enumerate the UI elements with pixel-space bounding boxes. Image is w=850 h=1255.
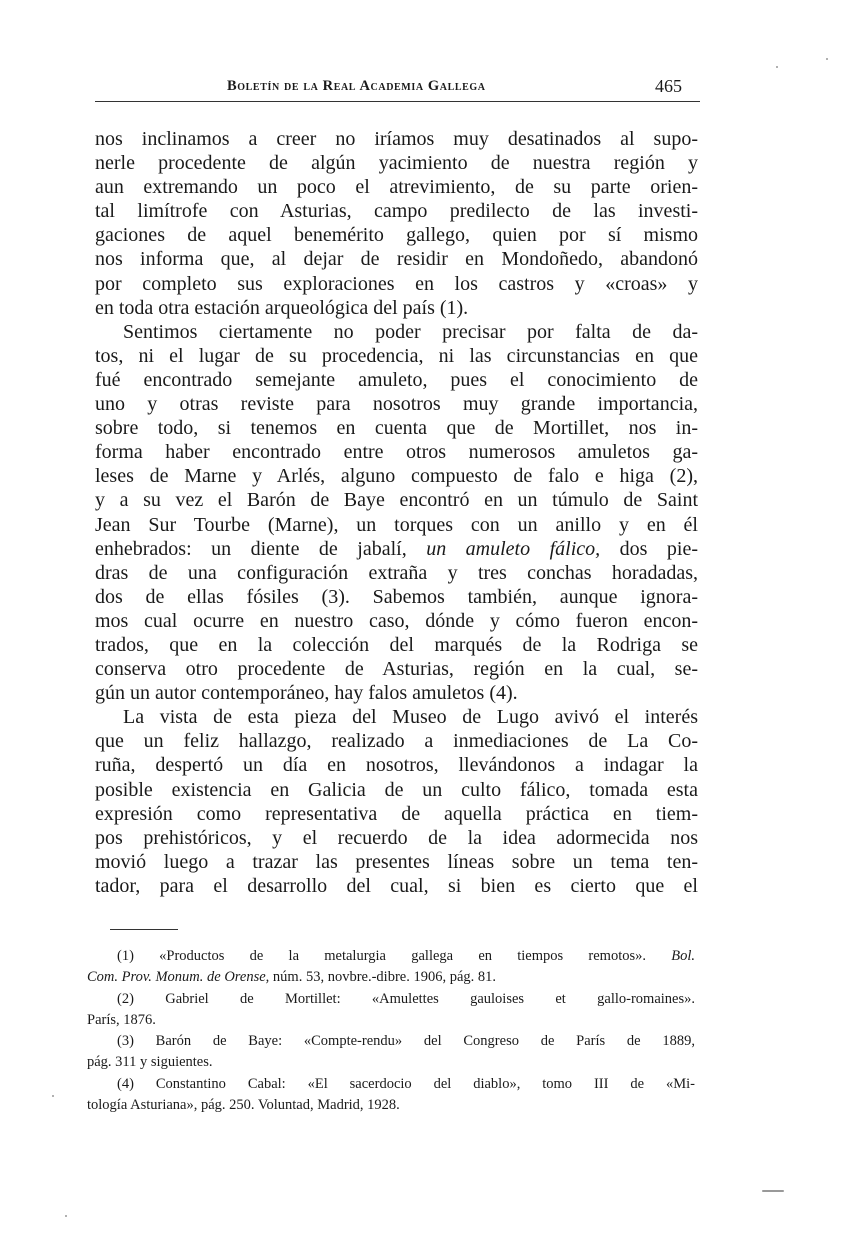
- footnote-line: (2) Gabriel de Mortillet: «Amulettes gauloises et gallo-romaines».: [117, 990, 695, 1007]
- footnote-line: (4) Constantino Cabal: «El sacerdocio del diablo», tomo III de «Mi-: [117, 1075, 695, 1092]
- body-text: [95, 127, 698, 898]
- footnote-italic: Com. Prov. Monum. de Orense,: [87, 969, 270, 986]
- body-line: mos cual ocurre en nuestro caso, dónde y cómo fueron encon-: [95, 609, 698, 632]
- footnote-line: [87, 967, 695, 988]
- body-line: Sentimos ciertamente no poder precisar por falta de da-: [123, 320, 698, 343]
- footnote-rule: [110, 929, 178, 930]
- footnote-text: núm. 53, novbre.-dibre. 1906, pág. 81.: [272, 969, 497, 986]
- body-line: [95, 537, 698, 561]
- body-line: aun extremando un poco el atrevimiento, de su parte orien-: [95, 176, 698, 199]
- italic-phrase: un amuleto fálico,: [426, 537, 601, 560]
- body-line: tal limítrofe con Asturias, campo predilecto de las investi-: [95, 200, 698, 223]
- body-line: gún un autor contemporáneo, hay falos amuletos (4).: [95, 682, 518, 705]
- body-line: en toda otra estación arqueológica del país (1).: [95, 296, 469, 319]
- body-line: por completo sus exploraciones en los castros y «croas» y: [95, 272, 698, 295]
- body-line: que un feliz hallazgo, realizado a inmediaciones de La Co-: [95, 730, 698, 753]
- body-line: dras de una configuración extraña y tres conchas horadadas,: [95, 561, 698, 584]
- line-segment: dos pie-: [619, 537, 698, 560]
- footnotes: [87, 946, 695, 1116]
- body-line: nos inclinamos a creer no iríamos muy desatinados al supo-: [95, 128, 698, 150]
- scan-speck: [762, 1190, 784, 1192]
- body-line: nerle procedente de algún yacimiento de nuestra región y: [95, 152, 698, 175]
- body-line: forma haber encontrado entre otros numerosos amuletos ga-: [95, 441, 698, 464]
- scan-speck: [826, 58, 828, 60]
- running-header: [95, 74, 700, 100]
- scan-speck: [776, 66, 778, 68]
- footnote-text: (1) «Productos de la metalurgia gallega en tiempos remotos».: [117, 948, 646, 964]
- body-line: y a su vez el Barón de Baye encontró en un túmulo de Saint: [95, 489, 698, 512]
- journal-title: Boletín de la Real Academia Gallega: [227, 78, 486, 94]
- footnote-line: (3) Barón de Baye: «Compte-rendu» del Congreso de París de 1889,: [117, 1033, 695, 1050]
- body-line: ruña, despertó un día en nosotros, llevándonos a indagar la: [95, 754, 698, 777]
- body-line: tador, para el desarrollo del cual, si bien es cierto que el: [95, 874, 698, 897]
- body-line: sobre todo, si tenemos en cuenta que de Mortillet, nos in-: [95, 417, 698, 440]
- scan-speck: [65, 1215, 67, 1217]
- body-line: conserva otro procedente de Asturias, región en la cual, se-: [95, 658, 698, 681]
- footnote-line: París, 1876.: [87, 1011, 156, 1028]
- body-line: expresión como representativa de aquella práctica en tiem-: [95, 802, 698, 825]
- body-line: La vista de esta pieza del Museo de Lugo avivó el interés: [123, 706, 698, 729]
- line-segment: enhebrados: un diente de jabalí,: [95, 537, 407, 560]
- body-line: leses de Marne y Arlés, alguno compuesto de falo e higa (2),: [95, 465, 698, 488]
- body-line: posible existencia en Galicia de un culto fálico, tomada esta: [95, 778, 698, 801]
- body-line: tos, ni el lugar de su procedencia, ni las circunstancias en que: [95, 344, 698, 367]
- footnote-line: tología Asturiana», pág. 250. Voluntad, Madrid, 1928.: [87, 1097, 400, 1114]
- footnote-italic: Bol.: [671, 948, 696, 964]
- footnote-line: [87, 946, 695, 967]
- body-line: Jean Sur Tourbe (Marne), un torques con un anillo y en él: [95, 513, 698, 536]
- body-line: fué encontrado semejante amuleto, pues el conocimiento de: [95, 368, 698, 391]
- header-rule: [95, 101, 700, 102]
- body-line: nos informa que, al dejar de residir en Mondoñedo, abandonó: [95, 248, 698, 271]
- body-line: trados, que en la colección del marqués de la Rodriga se: [95, 633, 698, 656]
- body-line: pos prehistóricos, y el recuerdo de la idea adormecida nos: [95, 826, 698, 849]
- body-line: gaciones de aquel benemérito gallego, quien por sí mismo: [95, 224, 698, 247]
- body-line: movió luego a trazar las presentes líneas sobre un tema ten-: [95, 850, 698, 873]
- page-number: 465: [655, 76, 682, 96]
- body-line: uno y otras reviste para nosotros muy grande importancia,: [95, 393, 698, 416]
- body-line: dos de ellas fósiles (3). Sabemos también, aunque ignora-: [95, 585, 698, 608]
- scan-speck: [52, 1095, 54, 1097]
- footnote-line: pág. 311 y siguientes.: [87, 1054, 213, 1071]
